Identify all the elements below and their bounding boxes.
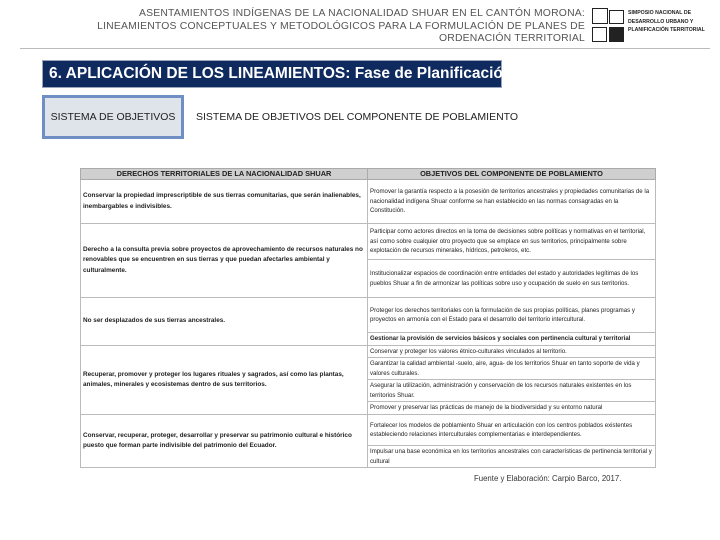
header-settlement-objectives: OBJETIVOS DEL COMPONENTE DE POBLAMIENTO (368, 169, 656, 180)
objective-cell: Gestionar la provisión de servicios básicos y sociales con pertinencia cultural y territorial (368, 333, 656, 346)
header-line-2: LINEAMIENTOS CONCEPTUALES Y METODOLÓGICOS PARA LA FORMULACIÓN DE PLANES DE (97, 20, 585, 32)
table-row (81, 224, 656, 260)
objective-cell: Asegurar la utilización, administración y conservación de los recursos naturales existentes en los territorios Shuar. (368, 380, 656, 402)
right-cell: Derecho a la consulta previa sobre proyectos de aprovechamiento de recursos naturales no renovables que se encuentren en sus tierras y que puedan afectarles ambiental y culturalmente. (81, 224, 368, 298)
objective-cell: Fortalecer los modelos de poblamiento Shuar en articulación con los centros poblados existentes estableciendo relaciones interculturales complementarias e interdependientes. (368, 415, 656, 446)
system-objectives-box: SISTEMA DE OBJETIVOS (42, 95, 184, 139)
table-row (81, 346, 656, 358)
right-cell: Conservar la propiedad imprescriptible de sus tierras comunitarias, que serán inalienables, inembargables e indivisibles. (81, 180, 368, 224)
objective-cell: Promover la garantía respecto a la posesión de territorios ancestrales y propiedades comunitarias de la nacionalidad indígena Shuar conforme se han establecido en las normas consagradas en la Constitución. (368, 180, 656, 224)
guidelines-table (80, 168, 656, 468)
table-row (81, 298, 656, 333)
slide-title: 6. APLICACIÓN DE LOS LINEAMIENTOS: Fase de Planificación (42, 60, 502, 88)
header-text (60, 8, 585, 46)
right-cell: Recuperar, promover y proteger los lugares rituales y sagrados, así como las plantas, animales, minerales y ecosistemas dentro de sus territorios. (81, 346, 368, 415)
right-cell: No ser desplazados de sus tierras ancestrales. (81, 298, 368, 346)
source-caption: Fuente y Elaboración: Carpio Barco, 2017. (474, 474, 622, 483)
table-row (81, 415, 656, 446)
header-territorial-rights: DERECHOS TERRITORIALES DE LA NACIONALIDAD SHUAR (81, 169, 368, 180)
objective-cell: Garantizar la calidad ambiental -suelo, aire, agua- de los territorios Shuar en tanto soporte de vida y valores culturales. (368, 358, 656, 380)
header-divider (20, 48, 710, 49)
symposium-logo (592, 8, 710, 44)
header-line-1: ASENTAMIENTOS INDÍGENAS DE LA NACIONALIDAD SHUAR EN EL CANTÓN MORONA: (138, 8, 585, 19)
logo-line-2: DESARROLLO URBANO Y (628, 18, 694, 25)
table-header-row (81, 169, 656, 180)
logo-line-1: SIMPOSIO NACIONAL DE (628, 10, 692, 16)
objective-cell: Impulsar una base económica en los territorios ancestrales con características de pertinencia territorial y cultural (368, 446, 656, 468)
right-cell: Conservar, recuperar, proteger, desarrollar y preservar su patrimonio cultural e histórico puesto que forman parte indivisible del patrimonio del Ecuador. (81, 415, 368, 468)
logo-text (628, 9, 714, 35)
objective-cell: Promover y preservar las prácticas de manejo de la biodiversidad y su entorno natural (368, 402, 656, 415)
objective-cell: Institucionalizar espacios de coordinación entre entidades del estado y autoridades legítimas de los pueblos Shuar a fin de armonizar las políticas sobre uso y ocupación de suelo en sus territorios. (368, 260, 656, 298)
logo-squares-icon (592, 8, 624, 44)
objective-cell: Proteger los derechos territoriales con la formulación de sus propias políticas, planes programas y proyectos en armonía con el Estado para el desarrollo del territorio intercultural. (368, 298, 656, 333)
header-line-3: ORDENACIÓN TERRITORIAL (438, 33, 585, 45)
logo-line-3: PLANIFICACIÓN TERRITORIAL (628, 27, 705, 34)
system-component-label: SISTEMA DE OBJETIVOS DEL COMPONENTE DE POBLAMIENTO (196, 111, 519, 123)
objective-cell: Participar como actores directos en la toma de decisiones sobre políticas y normativas en el territorial, así como sobre cualquier otro proyecto que se emplace en sus territorios, principalmente sobre explotación de recursos minerales, hídricos, petroleros, etc. (368, 224, 656, 260)
objective-cell: Conservar y proteger los valores étnico-culturales vinculados al territorio. (368, 346, 656, 358)
table-row (81, 180, 656, 224)
